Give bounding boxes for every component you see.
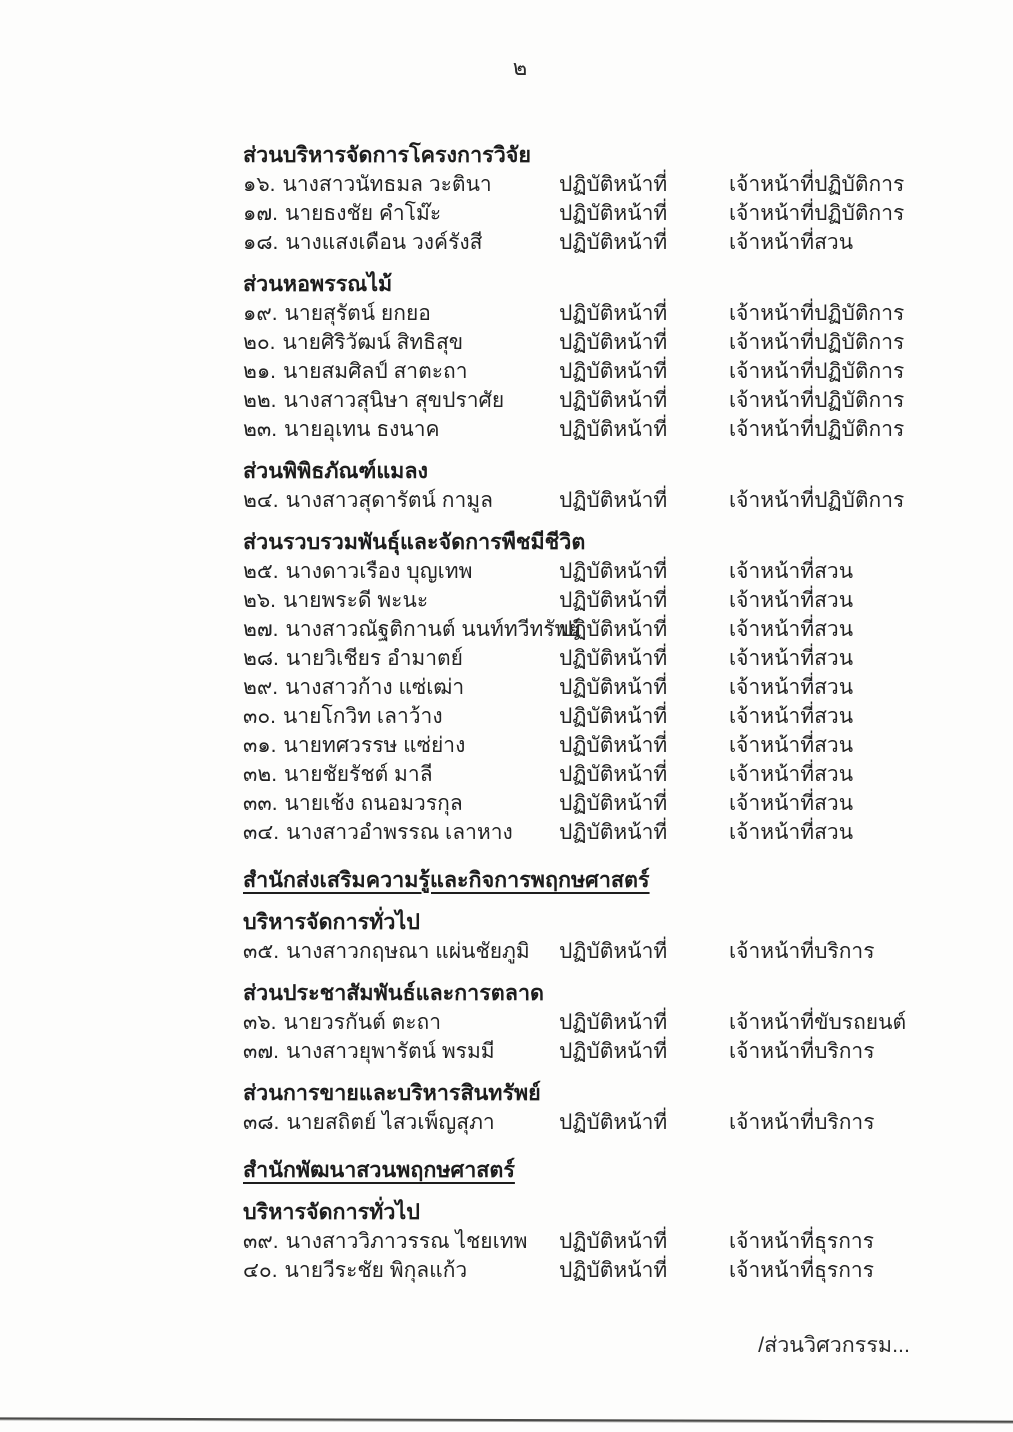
person-number: ๒๗. — [243, 618, 279, 641]
person-name: นางสาววิภาวรรณ ไชยเทพ — [285, 1230, 528, 1253]
person-name: นางสาวนัทธมล วะตินา — [282, 173, 492, 196]
personnel-row — [243, 486, 958, 515]
person-name: นางแสงเดือน วงค์รังสี — [285, 231, 483, 254]
personnel-row — [243, 615, 958, 644]
person-name-cell — [243, 199, 559, 228]
personnel-row — [243, 818, 958, 847]
personnel-row — [243, 937, 958, 966]
person-name: นางสาวอำพรรณ เลาหาง — [286, 821, 513, 844]
person-number: ๒๓. — [243, 418, 278, 441]
duty-label: ปฏิบัติหน้าที่ — [559, 705, 668, 728]
bureau-section — [243, 1155, 958, 1185]
division-section — [243, 456, 958, 515]
person-name: นางสาวกฤษณา แผ่นชัยภูมิ — [286, 940, 530, 963]
person-name-cell — [243, 615, 581, 644]
person-number: ๒๒. — [243, 389, 277, 412]
person-number: ๑๘. — [243, 231, 279, 254]
personnel-row — [243, 228, 958, 257]
person-number: ๓๔. — [243, 821, 280, 844]
position-title: เจ้าหน้าที่บริการ — [729, 940, 875, 963]
section-title: ส่วนประชาสัมพันธ์และการตลาด — [243, 981, 544, 1005]
person-name-cell — [243, 486, 559, 515]
person-name: นายวิเชียร อำมาตย์ — [285, 647, 463, 670]
person-number: ๔๐. — [243, 1259, 278, 1282]
position-title: เจ้าหน้าที่ปฏิบัติการ — [729, 331, 905, 354]
position-title: เจ้าหน้าที่สวน — [729, 792, 854, 815]
personnel-row — [243, 386, 958, 415]
person-name: นายโกวิท เลาว้าง — [283, 705, 443, 728]
position-title: เจ้าหน้าที่สวน — [729, 705, 854, 728]
duty-label: ปฏิบัติหน้าที่ — [559, 821, 668, 844]
person-name: นายทศวรรษ แซ่ย่าง — [283, 734, 466, 757]
person-number: ๓๖. — [243, 1011, 277, 1034]
roster-sections — [243, 140, 958, 1285]
duty-label: ปฏิบัติหน้าที่ — [559, 331, 668, 354]
person-name-cell — [243, 1037, 559, 1066]
duty-label: ปฏิบัติหน้าที่ — [559, 173, 668, 196]
duty-label: ปฏิบัติหน้าที่ — [559, 302, 668, 325]
page-number: ๒ — [512, 55, 528, 80]
person-number: ๑๗. — [243, 202, 278, 225]
position-title: เจ้าหน้าที่ธุรการ — [729, 1259, 874, 1282]
division-section — [243, 978, 958, 1066]
personnel-row — [243, 1108, 958, 1137]
person-number: ๓๐. — [243, 705, 277, 728]
position-title: เจ้าหน้าที่ขับรถยนต์ — [729, 1011, 907, 1034]
position-title: เจ้าหน้าที่ปฏิบัติการ — [729, 389, 905, 412]
person-number: ๓๘. — [243, 1111, 280, 1134]
position-title: เจ้าหน้าที่ปฏิบัติการ — [729, 173, 905, 196]
person-name-cell — [243, 1256, 559, 1285]
section-title: ส่วนหอพรรณไม้ — [243, 272, 393, 296]
person-number: ๒๖. — [243, 589, 277, 612]
position-title: เจ้าหน้าที่ปฏิบัติการ — [729, 360, 905, 383]
person-name-cell — [243, 170, 559, 199]
person-number: ๒๙. — [243, 676, 279, 699]
personnel-row — [243, 299, 958, 328]
position-title: เจ้าหน้าที่สวน — [729, 734, 854, 757]
duty-label: ปฏิบัติหน้าที่ — [559, 734, 668, 757]
person-name: นายสุรัตน์ ยกยอ — [284, 302, 431, 325]
bureau-section — [243, 865, 958, 895]
position-title: เจ้าหน้าที่สวน — [729, 560, 854, 583]
section-title: บริหารจัดการทั่วไป — [243, 910, 420, 934]
duty-label: ปฏิบัติหน้าที่ — [559, 676, 668, 699]
person-number: ๒๕. — [243, 560, 279, 583]
duty-label: ปฏิบัติหน้าที่ — [559, 589, 668, 612]
person-name-cell — [243, 937, 559, 966]
duty-label: ปฏิบัติหน้าที่ — [559, 231, 668, 254]
position-title: เจ้าหน้าที่สวน — [729, 763, 854, 786]
section-title: ส่วนรวบรวมพันธุ์และจัดการพืชมีชีวิต — [243, 530, 586, 554]
duty-label: ปฏิบัติหน้าที่ — [559, 418, 668, 441]
person-name: นายวรกันต์ ตะถา — [283, 1011, 442, 1034]
continuation-footer: /ส่วนวิศวกรรม... — [758, 1333, 910, 1357]
personnel-row — [243, 702, 958, 731]
position-title: เจ้าหน้าที่ธุรการ — [729, 1230, 874, 1253]
section-title: ส่วนการขายและบริหารสินทรัพย์ — [243, 1081, 541, 1105]
personnel-row — [243, 673, 958, 702]
duty-label: ปฏิบัติหน้าที่ — [559, 389, 668, 412]
section-title: สำนักพัฒนาสวนพฤกษศาสตร์ — [243, 1158, 515, 1182]
position-title: เจ้าหน้าที่ปฏิบัติการ — [729, 302, 905, 325]
duty-label: ปฏิบัติหน้าที่ — [559, 360, 668, 383]
duty-label: ปฏิบัติหน้าที่ — [559, 763, 668, 786]
personnel-row — [243, 789, 958, 818]
personnel-row — [243, 760, 958, 789]
division-section — [243, 907, 958, 966]
person-number: ๑๖. — [243, 173, 276, 196]
duty-label: ปฏิบัติหน้าที่ — [559, 489, 668, 512]
person-number: ๓๗. — [243, 1040, 279, 1063]
person-name-cell — [243, 644, 559, 673]
person-number: ๓๓. — [243, 792, 278, 815]
duty-label: ปฏิบัติหน้าที่ — [559, 940, 668, 963]
duty-label: ปฏิบัติหน้าที่ — [559, 560, 668, 583]
person-name: นางสาวยุพารัตน์ พรมมี — [285, 1040, 495, 1063]
person-name-cell — [243, 1227, 559, 1256]
person-name-cell — [243, 702, 559, 731]
person-name: นายธงชัย คำโม๊ะ — [284, 202, 442, 225]
person-number: ๒๘. — [243, 647, 279, 670]
person-name-cell — [243, 357, 559, 386]
duty-label: ปฏิบัติหน้าที่ — [559, 1111, 668, 1134]
person-number: ๒๑. — [243, 360, 277, 383]
personnel-row — [243, 328, 958, 357]
person-name: นางสาวสุนิษา สุขปราศัย — [283, 389, 505, 412]
person-name-cell — [243, 1108, 559, 1137]
duty-label: ปฏิบัติหน้าที่ — [559, 202, 668, 225]
position-title: เจ้าหน้าที่สวน — [729, 618, 854, 641]
person-name: นายวีระชัย พิกุลแก้ว — [284, 1259, 468, 1282]
duty-label: ปฏิบัติหน้าที่ — [559, 647, 668, 670]
person-name-cell — [243, 328, 559, 357]
person-name-cell — [243, 1008, 559, 1037]
person-number: ๓๑. — [243, 734, 277, 757]
person-name: นายอุเทน ธงนาค — [284, 418, 440, 441]
person-name-cell — [243, 731, 559, 760]
person-name: นางสาวก้าง แซ่เฒ่า — [285, 676, 465, 699]
position-title: เจ้าหน้าที่สวน — [729, 589, 854, 612]
person-number: ๒๐. — [243, 331, 276, 354]
person-name-cell — [243, 228, 559, 257]
person-name: นางสาวณัฐติกานต์ นนท์ทวีทรัพย์ — [285, 618, 581, 641]
personnel-row — [243, 170, 958, 199]
person-name-cell — [243, 818, 559, 847]
person-name-cell — [243, 673, 559, 702]
person-name: นายสถิตย์ ไสวเพ็ญสุภา — [286, 1111, 495, 1134]
division-section — [243, 527, 958, 847]
person-number: ๓๙. — [243, 1230, 279, 1253]
person-name-cell — [243, 299, 559, 328]
person-number: ๑๙. — [243, 302, 278, 325]
duty-label: ปฏิบัติหน้าที่ — [559, 1259, 668, 1282]
personnel-row — [243, 586, 958, 615]
position-title: เจ้าหน้าที่ปฏิบัติการ — [729, 418, 905, 441]
person-number: ๓๒. — [243, 763, 278, 786]
position-title: เจ้าหน้าที่ปฏิบัติการ — [729, 489, 905, 512]
person-name: นายสมศิลป์ สาตะถา — [283, 360, 468, 383]
personnel-row — [243, 557, 958, 586]
person-name: นางดาวเรือง บุญเทพ — [285, 560, 473, 583]
person-name: นายพระดี พะนะ — [283, 589, 429, 612]
person-name-cell — [243, 415, 559, 444]
duty-label: ปฏิบัติหน้าที่ — [559, 1040, 668, 1063]
personnel-row — [243, 1256, 958, 1285]
person-name: นางสาวสุดารัตน์ กามูล — [285, 489, 493, 512]
section-title: สำนักส่งเสริมความรู้และกิจการพฤกษศาสตร์ — [243, 868, 650, 892]
position-title: เจ้าหน้าที่สวน — [729, 647, 854, 670]
person-name: นายชัยรัชต์ มาลี — [284, 763, 433, 786]
section-title: บริหารจัดการทั่วไป — [243, 1200, 420, 1224]
duty-label: ปฏิบัติหน้าที่ — [559, 792, 668, 815]
person-number: ๓๕. — [243, 940, 280, 963]
personnel-row — [243, 731, 958, 760]
duty-label: ปฏิบัติหน้าที่ — [559, 1011, 668, 1034]
duty-label: ปฏิบัติหน้าที่ — [559, 1230, 668, 1253]
personnel-row — [243, 357, 958, 386]
position-title: เจ้าหน้าที่สวน — [729, 821, 854, 844]
position-title: เจ้าหน้าที่ปฏิบัติการ — [729, 202, 905, 225]
person-name: นายศิริวัฒน์ สิทธิสุข — [282, 331, 464, 354]
division-section — [243, 1078, 958, 1137]
person-name-cell — [243, 760, 559, 789]
person-name-cell — [243, 557, 559, 586]
person-number: ๒๔. — [243, 489, 279, 512]
person-name-cell — [243, 586, 559, 615]
duty-label: ปฏิบัติหน้าที่ — [559, 618, 668, 641]
scan-artifact-line — [0, 1417, 1013, 1422]
personnel-row — [243, 644, 958, 673]
division-section — [243, 269, 958, 444]
personnel-row — [243, 1037, 958, 1066]
position-title: เจ้าหน้าที่บริการ — [729, 1111, 875, 1134]
person-name-cell — [243, 386, 559, 415]
division-section — [243, 140, 958, 257]
position-title: เจ้าหน้าที่บริการ — [729, 1040, 875, 1063]
personnel-row — [243, 1008, 958, 1037]
position-title: เจ้าหน้าที่สวน — [729, 231, 854, 254]
division-section — [243, 1197, 958, 1285]
personnel-row — [243, 199, 958, 228]
position-title: เจ้าหน้าที่สวน — [729, 676, 854, 699]
section-title: ส่วนพิพิธภัณฑ์แมลง — [243, 459, 429, 483]
person-name-cell — [243, 789, 559, 818]
person-name: นายเช้ง ถนอมวรกุล — [284, 792, 463, 815]
section-title: ส่วนบริหารจัดการโครงการวิจัย — [243, 143, 531, 167]
personnel-row — [243, 415, 958, 444]
personnel-row — [243, 1227, 958, 1256]
